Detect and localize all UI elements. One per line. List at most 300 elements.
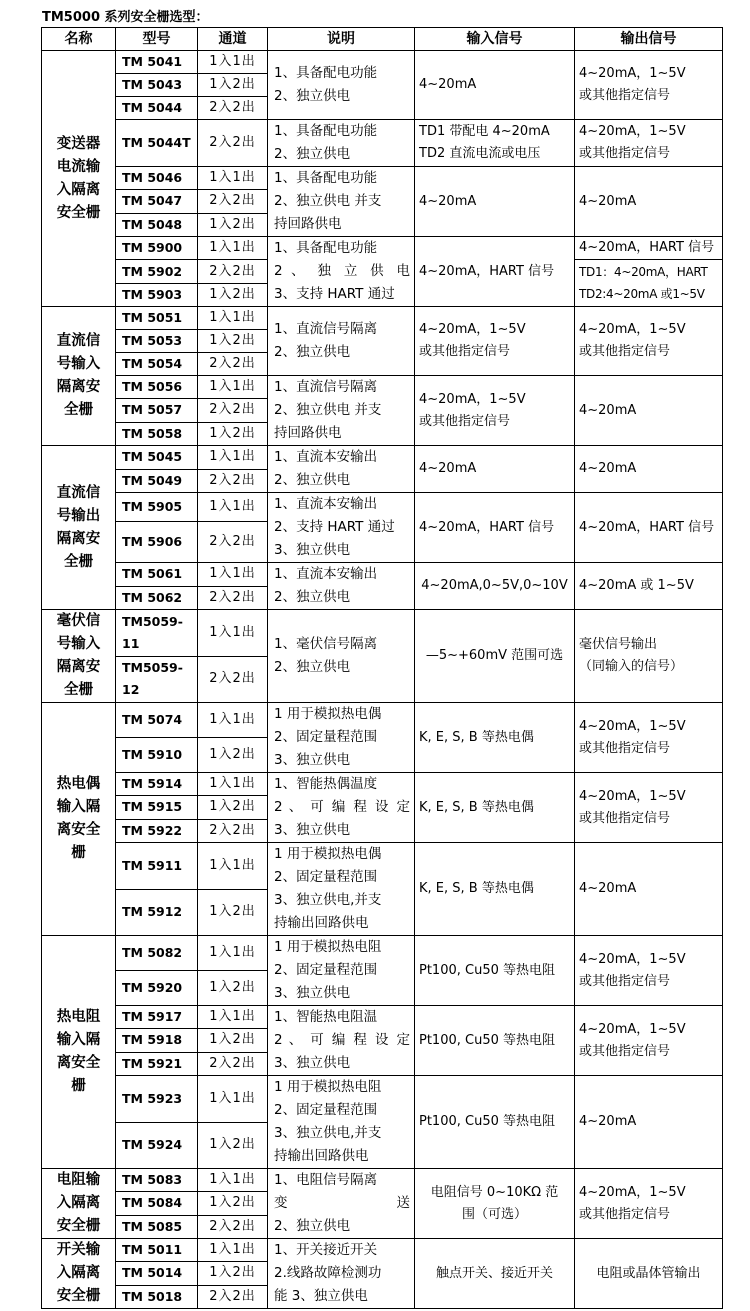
channel-cell: 1入1出	[198, 1006, 268, 1029]
channel-cell: 1入2出	[198, 971, 268, 1006]
category-line: 开关输	[56, 1242, 101, 1258]
channel-cell: 1入2出	[198, 1192, 268, 1215]
description-line: 2、独立供电 并支	[274, 402, 382, 418]
output-signal-cell	[575, 376, 723, 446]
model-cell: TM 5044	[116, 97, 198, 120]
input-signal-cell	[415, 307, 575, 376]
model-cell: TM 5902	[116, 260, 198, 284]
input-signal-line: Pt100, Cu50 等热电阻	[419, 1032, 556, 1048]
channel-cell: 1入1出	[198, 563, 268, 587]
description-line: 2 、 可 编 程 设 定	[274, 1032, 410, 1048]
description-line: 3、独立供电,并支	[274, 892, 382, 908]
input-signal-cell	[415, 493, 575, 563]
input-signal-line: 4~20mA,0~5V,0~10V	[421, 578, 568, 593]
output-signal-cell	[575, 51, 723, 120]
output-signal-line: 4~20mA 或 1~5V	[579, 578, 694, 593]
description-line: 3、独立供电	[274, 1055, 351, 1071]
description-line: 1、具备配电功能	[274, 170, 378, 186]
output-signal-line: 或其他指定信号	[579, 88, 671, 103]
category-line: 隔离安	[56, 659, 101, 675]
header-description: 说明	[268, 28, 415, 51]
model-cell: TM 5915	[116, 796, 198, 819]
input-signal-line: 或其他指定信号	[419, 413, 511, 429]
channel-cell: 1入1出	[198, 237, 268, 260]
channel-cell: 2入2出	[198, 97, 268, 120]
description-line: 2、独立供电 并支	[274, 193, 382, 209]
channel-cell: 1入2出	[198, 889, 268, 936]
description-line: 1 用于模拟热电偶	[274, 846, 382, 862]
header-row	[42, 28, 723, 51]
description-line: 2、独立供电	[274, 146, 351, 162]
input-signal-cell	[415, 936, 575, 1006]
input-signal-line: K, E, S, B 等热电偶	[419, 729, 534, 745]
description-line: 2、独立供电	[274, 659, 351, 675]
channel-cell: 1入2出	[198, 213, 268, 236]
channel-cell: 2入2出	[198, 353, 268, 376]
output-signal-cell	[575, 1169, 723, 1239]
model-cell: TM 5918	[116, 1029, 198, 1052]
channel-cell: 2入2出	[198, 120, 268, 167]
category-line: 安全栅	[56, 1218, 101, 1234]
description-cell	[268, 936, 415, 1006]
channel-cell: 1入2出	[198, 422, 268, 445]
model-cell: TM 5920	[116, 971, 198, 1006]
table-row	[42, 563, 723, 587]
output-signal-line: 4~20mA	[579, 193, 637, 209]
input-signal-line: 或其他指定信号	[419, 344, 511, 359]
header-output-signal: 输出信号	[575, 28, 723, 51]
model-cell: TM 5011	[116, 1239, 198, 1262]
header-input-signal: 输入信号	[415, 28, 575, 51]
description-line: 持回路供电	[274, 425, 342, 441]
description-line: 持回路供电	[274, 216, 342, 232]
table-row	[42, 1169, 723, 1192]
model-cell: TM 5085	[116, 1215, 198, 1238]
category-line: 入隔离	[56, 181, 101, 198]
category-line: 栅	[71, 1078, 86, 1094]
channel-cell: 2入2出	[198, 190, 268, 213]
table-row	[42, 446, 723, 470]
channel-cell: 2入2出	[198, 399, 268, 422]
description-line: 2、独立供电	[274, 88, 351, 104]
output-signal-line: 或其他指定信号	[579, 344, 671, 359]
category-cell	[42, 610, 116, 703]
description-cell	[268, 120, 415, 167]
table-row	[42, 1076, 723, 1123]
category-cell	[42, 446, 116, 610]
category-line: 热电阻	[56, 1009, 101, 1025]
input-signal-cell	[415, 703, 575, 773]
description-line: 3、独立供电,并支	[274, 1125, 382, 1141]
channel-cell: 2入2出	[198, 656, 268, 703]
description-line: 3、独立供电	[274, 822, 351, 838]
category-line: 热电偶	[56, 776, 101, 792]
category-cell	[42, 51, 116, 307]
input-signal-line: K, E, S, B 等热电偶	[419, 881, 534, 896]
description-line: 1 用于模拟热电阻	[274, 939, 382, 955]
description-line: 2 、 可 编 程 设 定	[274, 799, 410, 815]
category-line: 栅	[71, 845, 86, 861]
model-cell: TM 5046	[116, 167, 198, 190]
model-cell: TM 5061	[116, 563, 198, 587]
header-channel: 通道	[198, 28, 268, 51]
output-signal-line: TD2:4~20mA 或1~5V	[579, 287, 705, 301]
description-line: 1、智能热电阻温	[274, 1009, 378, 1025]
output-signal-line: 4~20mA，1~5V	[579, 1184, 686, 1200]
output-signal-line: 4~20mA	[579, 402, 637, 418]
category-line: 入隔离	[56, 1265, 101, 1281]
output-signal-line: 4~20mA，1~5V	[579, 951, 686, 967]
input-signal-line: 触点开关、接近开关	[435, 1265, 553, 1281]
description-cell	[268, 376, 415, 446]
description-line: 1、具备配电功能	[274, 65, 378, 81]
channel-cell: 1入2出	[198, 738, 268, 773]
model-cell: TM 5082	[116, 936, 198, 971]
model-cell: TM 5914	[116, 773, 198, 796]
description-line: 1、直流本安输出	[274, 449, 378, 465]
table-row	[42, 120, 723, 167]
output-signal-line: TD1：4~20mA，HART	[579, 265, 708, 279]
category-line: 毫伏信	[56, 613, 101, 629]
category-line: 全栅	[64, 402, 93, 418]
category-cell	[42, 936, 116, 1169]
input-signal-cell	[415, 1076, 575, 1169]
output-signal-cell	[575, 1076, 723, 1169]
input-signal-cell	[415, 1239, 575, 1309]
description-cell	[268, 1169, 415, 1239]
model-cell: TM 5044T	[116, 120, 198, 167]
description-line: 1、毫伏信号隔离	[274, 636, 378, 652]
description-cell	[268, 493, 415, 563]
description-line: 1、直流本安输出	[274, 566, 378, 582]
model-cell: TM 5041	[116, 51, 198, 74]
channel-cell: 2入2出	[198, 1285, 268, 1308]
input-signal-line: 围（可选）	[461, 1206, 527, 1222]
input-signal-cell	[415, 446, 575, 493]
channel-cell: 1入2出	[198, 1262, 268, 1285]
table-row	[42, 936, 723, 971]
model-cell: TM 5074	[116, 703, 198, 738]
table-row	[42, 703, 723, 738]
model-cell: TM 5057	[116, 399, 198, 422]
model-cell: TM 5062	[116, 586, 198, 610]
input-signal-cell	[415, 167, 575, 237]
description-cell	[268, 446, 415, 493]
input-signal-cell	[415, 563, 575, 610]
output-signal-cell	[575, 773, 723, 843]
channel-cell: 1入1出	[198, 936, 268, 971]
category-line: 入隔离	[56, 1195, 101, 1211]
category-line: 隔离安	[56, 379, 101, 395]
input-signal-line: 4~20mA	[419, 193, 477, 209]
input-signal-cell	[415, 237, 575, 307]
category-line: 全栅	[64, 553, 93, 570]
description-line: 2、支持 HART 通过	[274, 519, 395, 535]
description-cell	[268, 703, 415, 773]
description-line: 能 3、独立供电	[274, 1288, 368, 1304]
model-cell: TM 5083	[116, 1169, 198, 1192]
description-line: 1 用于模拟热电偶	[274, 706, 382, 722]
output-signal-line: 4~20mA	[579, 1114, 637, 1129]
description-line: 3、独立供电	[274, 752, 351, 768]
channel-cell: 1入1出	[198, 1239, 268, 1262]
channel-cell: 1入2出	[198, 284, 268, 307]
category-line: 变送器	[56, 135, 101, 152]
model-cell: TM 5054	[116, 353, 198, 376]
channel-cell: 2入2出	[198, 1052, 268, 1075]
channel-cell: 1入1出	[198, 493, 268, 522]
category-line: 号输入	[56, 356, 101, 372]
category-cell	[42, 1239, 116, 1309]
description-line: 1 用于模拟热电阻	[274, 1079, 382, 1095]
table-row	[42, 493, 723, 522]
output-signal-line: 或其他指定信号	[579, 146, 671, 161]
model-cell: TM 5048	[116, 213, 198, 236]
description-cell	[268, 1076, 415, 1169]
category-cell	[42, 703, 116, 936]
model-cell: TM 5058	[116, 422, 198, 445]
description-line: 1、开关接近开关	[274, 1242, 378, 1258]
channel-cell: 1入2出	[198, 74, 268, 97]
model-cell: TM 5051	[116, 307, 198, 330]
channel-cell: 1入2出	[198, 796, 268, 819]
input-signal-cell	[415, 843, 575, 936]
table-row	[42, 376, 723, 399]
channel-cell: 1入1出	[198, 51, 268, 74]
model-cell: TM 5910	[116, 738, 198, 773]
input-signal-cell	[415, 120, 575, 167]
model-cell: TM 5018	[116, 1285, 198, 1308]
description-cell	[268, 843, 415, 936]
output-signal-cell	[575, 1239, 723, 1309]
model-cell: TM 5906	[116, 522, 198, 563]
output-signal-line: 4~20mA，HART 信号	[579, 519, 715, 535]
channel-cell: 1入1出	[198, 610, 268, 657]
output-signal-line: 电阻或晶体管输出	[596, 1265, 701, 1281]
table-row	[42, 1239, 723, 1262]
input-signal-line: —5~+60mV 范围可选	[425, 648, 564, 663]
output-signal-line: 或其他指定信号	[579, 740, 671, 756]
model-cell: TM 5905	[116, 493, 198, 522]
description-line: 2、固定量程范围	[274, 869, 378, 885]
selection-table	[41, 27, 723, 1309]
output-signal-line: 毫伏信号输出	[579, 637, 658, 652]
model-cell: TM 5045	[116, 446, 198, 470]
description-cell	[268, 167, 415, 237]
model-cell: TM 5912	[116, 889, 198, 936]
category-cell	[42, 1169, 116, 1239]
description-line: 2.线路故障检测功	[274, 1265, 382, 1281]
model-cell: TM 5056	[116, 376, 198, 399]
description-cell	[268, 51, 415, 120]
description-line: 变 送	[274, 1195, 410, 1211]
category-line: 号输出	[56, 507, 101, 524]
description-cell	[268, 773, 415, 843]
output-signal-cell	[575, 237, 723, 260]
channel-cell: 1入1出	[198, 167, 268, 190]
output-signal-line: 4~20mA，1~5V	[579, 124, 686, 139]
input-signal-line: Pt100, Cu50 等热电阻	[419, 1114, 556, 1129]
input-signal-line: 4~20mA，HART 信号	[419, 519, 555, 535]
input-signal-line: 4~20mA	[419, 461, 477, 476]
channel-cell: 1入1出	[198, 1076, 268, 1123]
output-signal-line: 或其他指定信号	[579, 810, 671, 826]
output-signal-line: 4~20mA，1~5V	[579, 322, 686, 337]
output-signal-line: 4~20mA，1~5V	[579, 1021, 686, 1037]
table-row	[42, 610, 723, 657]
input-signal-line: 4~20mA，1~5V	[419, 322, 526, 337]
description-line: 1、直流信号隔离	[274, 321, 378, 337]
table-row	[42, 167, 723, 190]
table-row	[42, 1006, 723, 1029]
channel-cell: 1入1出	[198, 307, 268, 330]
channel-cell: 1入1出	[198, 703, 268, 738]
channel-cell: 1入1出	[198, 376, 268, 399]
model-cell: TM 5922	[116, 819, 198, 842]
output-signal-cell	[575, 843, 723, 936]
header-model: 型号	[116, 28, 198, 51]
channel-cell: 1入2出	[198, 330, 268, 353]
channel-cell: 2入2出	[198, 469, 268, 493]
model-cell: TM 5084	[116, 1192, 198, 1215]
input-signal-line: 4~20mA	[419, 77, 477, 92]
table-row	[42, 773, 723, 796]
output-signal-cell	[575, 936, 723, 1006]
input-signal-line: Pt100, Cu50 等热电阻	[419, 962, 556, 978]
description-cell	[268, 1239, 415, 1309]
channel-cell: 2入2出	[198, 522, 268, 563]
output-signal-cell	[575, 260, 723, 307]
channel-cell: 1入1出	[198, 446, 268, 470]
description-line: 1、直流本安输出	[274, 496, 378, 512]
output-signal-cell	[575, 703, 723, 773]
output-signal-line: 或其他指定信号	[579, 1043, 671, 1059]
description-line: 1、电阻信号隔离	[274, 1172, 378, 1188]
category-line: 电流输	[56, 158, 101, 175]
input-signal-cell	[415, 1006, 575, 1076]
table-body	[42, 51, 723, 1309]
output-signal-cell	[575, 493, 723, 563]
model-cell: TM 5047	[116, 190, 198, 213]
description-line: 3、支持 HART 通过	[274, 286, 395, 302]
channel-cell: 1入1出	[198, 843, 268, 890]
description-cell	[268, 307, 415, 376]
description-line: 2 、 独 立 供 电	[274, 263, 410, 279]
description-line: 2、独立供电	[274, 344, 351, 360]
output-signal-line: 或其他指定信号	[579, 973, 671, 989]
category-cell	[42, 307, 116, 446]
category-line: 离安全	[56, 1055, 101, 1071]
model-cell: TM 5924	[116, 1122, 198, 1169]
model-cell: TM 5921	[116, 1052, 198, 1075]
description-line: 3、独立供电	[274, 542, 351, 558]
input-signal-cell	[415, 376, 575, 446]
category-line: 隔离安	[56, 530, 101, 547]
input-signal-line: TD1 带配电 4~20mA	[419, 124, 550, 139]
input-signal-cell	[415, 51, 575, 120]
category-line: 号输入	[56, 636, 101, 652]
model-cell: TM 5917	[116, 1006, 198, 1029]
channel-cell: 1入2出	[198, 1029, 268, 1052]
category-line: 安全栅	[56, 1288, 101, 1304]
channel-cell: 2入2出	[198, 819, 268, 842]
output-signal-cell	[575, 307, 723, 376]
channel-cell: 1入1出	[198, 773, 268, 796]
description-line: 1、智能热偶温度	[274, 776, 378, 792]
channel-cell: 1入2出	[198, 1122, 268, 1169]
description-line: 1、具备配电功能	[274, 123, 378, 139]
output-signal-line: 4~20mA	[579, 461, 637, 476]
category-line: 电阻输	[56, 1172, 101, 1188]
description-cell	[268, 237, 415, 307]
description-line: 2、固定量程范围	[274, 1102, 378, 1118]
output-signal-cell	[575, 1006, 723, 1076]
model-cell: TM 5911	[116, 843, 198, 890]
model-cell: TM 5049	[116, 469, 198, 493]
output-signal-line: 4~20mA	[579, 881, 637, 896]
category-line: 直流信	[56, 484, 101, 501]
description-line: 2、固定量程范围	[274, 729, 378, 745]
category-line: 输入隔	[56, 1032, 101, 1048]
input-signal-cell	[415, 1169, 575, 1239]
output-signal-cell	[575, 610, 723, 703]
model-cell: TM 5053	[116, 330, 198, 353]
document-title: TM5000 系列安全栅选型：	[42, 10, 209, 25]
description-line: 2、独立供电	[274, 1218, 351, 1234]
model-cell: TM 5900	[116, 237, 198, 260]
input-signal-line: 电阻信号 0~10KΩ 范	[430, 1184, 559, 1200]
input-signal-cell	[415, 773, 575, 843]
description-line: 1、直流信号隔离	[274, 379, 378, 395]
input-signal-line: 4~20mA，HART 信号	[419, 263, 555, 279]
category-line: 输入隔	[56, 799, 101, 815]
model-cell: TM 5923	[116, 1076, 198, 1123]
description-cell	[268, 1006, 415, 1076]
output-signal-line: 4~20mA，1~5V	[579, 718, 686, 734]
table-row	[42, 51, 723, 74]
input-signal-cell	[415, 610, 575, 703]
output-signal-line: （同输入的信号）	[579, 659, 684, 674]
category-line: 离安全	[56, 822, 101, 838]
table-row	[42, 843, 723, 890]
model-cell: TM 5014	[116, 1262, 198, 1285]
output-signal-line: 或其他指定信号	[579, 1206, 671, 1222]
description-line: 2、独立供电	[274, 472, 351, 488]
channel-cell: 2入2出	[198, 1215, 268, 1238]
description-line: 持输出回路供电	[274, 1148, 369, 1164]
table-row	[42, 237, 723, 260]
channel-cell: 2入2出	[198, 260, 268, 284]
model-cell: TM 5043	[116, 74, 198, 97]
output-signal-cell	[575, 167, 723, 237]
category-line: 安全栅	[56, 204, 101, 221]
description-line: 持输出回路供电	[274, 915, 369, 931]
description-cell	[268, 610, 415, 703]
channel-cell: 2入2出	[198, 586, 268, 610]
model-cell: TM5059-11	[116, 610, 198, 657]
description-cell	[268, 563, 415, 610]
channel-cell: 1入1出	[198, 1169, 268, 1192]
description-line: 2、固定量程范围	[274, 962, 378, 978]
table-row	[42, 307, 723, 330]
category-line: 直流信	[56, 333, 101, 349]
description-line: 3、独立供电	[274, 985, 351, 1001]
description-line: 1、具备配电功能	[274, 240, 378, 256]
input-signal-line: TD2 直流电流或电压	[419, 146, 541, 161]
model-cell: TM5059-12	[116, 656, 198, 703]
model-cell: TM 5903	[116, 284, 198, 307]
output-signal-cell	[575, 120, 723, 167]
